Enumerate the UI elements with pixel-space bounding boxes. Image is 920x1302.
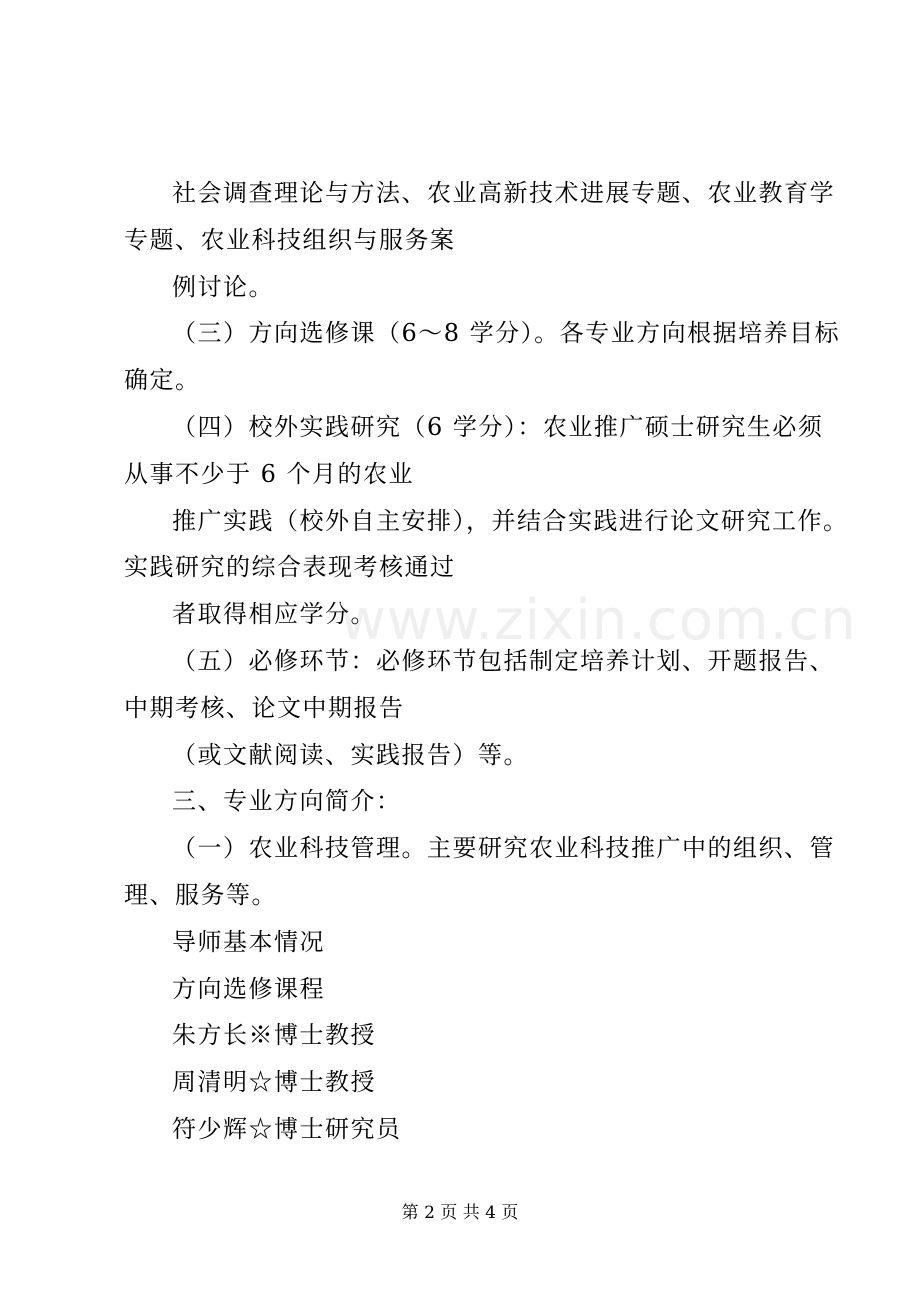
text-line-16: 理、服务等。: [124, 880, 277, 909]
text-line-20: 周清明☆博士教授: [172, 1068, 376, 1097]
text-line-19: 朱方长※博士教授: [172, 1021, 376, 1050]
text-line-18: 方向选修课程: [172, 974, 325, 1003]
document-body: [124, 170, 849, 1153]
text-line-6: （四）校外实践研究（6 学分）：农业推广硕士研究生必须: [172, 412, 824, 441]
text-line-11: （五）必修环节：必修环节包括制定培养计划、开题报告、: [172, 646, 835, 675]
text-line-17: 导师基本情况: [172, 927, 325, 956]
text-line-3: 例讨论。: [172, 272, 274, 301]
text-line-21: 符少辉☆博士研究员: [172, 1114, 402, 1143]
text-line-15: （一）农业科技管理。主要研究农业科技推广中的组织、管: [172, 834, 835, 863]
text-line-1: 社会调查理论与方法、农业高新技术进展专题、农业教育学: [172, 179, 835, 207]
watermark: www.zixin.com.cn: [340, 588, 857, 653]
text-line-10: 者取得相应学分。: [172, 600, 376, 629]
text-line-9: 实践研究的综合表现考核通过: [124, 553, 456, 582]
text-line-8: 推广实践（校外自主安排），并结合实践进行论文研究工作。: [172, 506, 849, 535]
text-line-5: 确定。: [124, 366, 201, 395]
text-line-14: 三、专业方向简介：: [172, 787, 402, 816]
text-line-13: （或文献阅读、实践报告）等。: [172, 740, 529, 769]
text-line-7: 从事不少于 6 个月的农业: [124, 459, 415, 488]
page-footer: 第 2 页 共 4 页: [401, 1203, 519, 1223]
text-line-4: （三）方向选修课（6～8 学分）。各专业方向根据培养目标: [172, 319, 841, 348]
text-line-12: 中期考核、论文中期报告: [124, 693, 405, 722]
text-line-2: 专题、农业科技组织与服务案: [124, 225, 456, 254]
